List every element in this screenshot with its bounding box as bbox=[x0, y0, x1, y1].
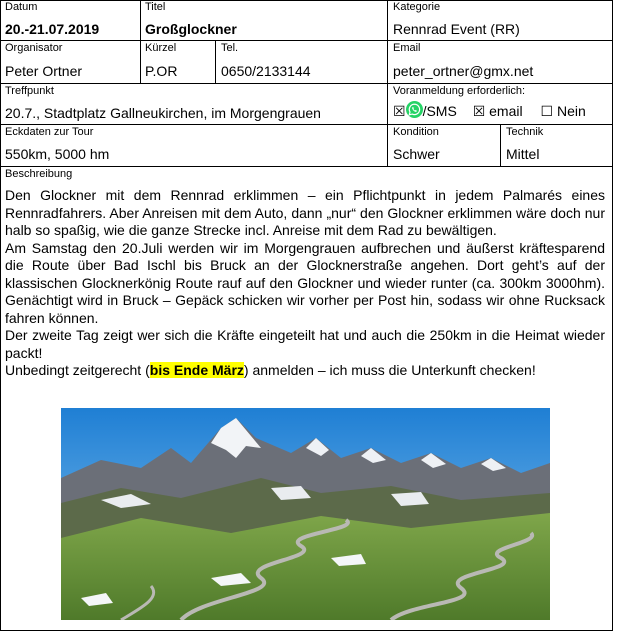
kondition-label: Kondition bbox=[393, 126, 439, 138]
tel-value: 0650/2133144 bbox=[221, 63, 311, 79]
email-label: Email bbox=[393, 42, 421, 54]
voranmeldung-label: Voranmeldung erforderlich: bbox=[393, 85, 526, 97]
datum-label: Datum bbox=[5, 1, 38, 13]
description-paragraph-3: Der zweite Tag zeigt wer sich die Kräfte eingeteilt hat und auch die 250km in die Heimat wieder packt! bbox=[5, 327, 605, 361]
email-value[interactable]: peter_ortner@gmx.net bbox=[393, 63, 534, 79]
description-text bbox=[5, 187, 605, 380]
voranmeldung-options bbox=[393, 101, 586, 120]
whatsapp-icon bbox=[406, 101, 423, 118]
organisator-label: Organisator bbox=[5, 42, 63, 54]
deadline-suffix: ) anmelden – ich muss die Unterkunft checken! bbox=[243, 362, 536, 378]
eckdaten-label: Eckdaten zur Tour bbox=[5, 126, 94, 138]
nein-label: Nein bbox=[556, 103, 586, 119]
description-paragraph-2: Am Samstag den 20.Juli werden wir im Morgengrauen aufbrechen und äußerst kräftesparend die Route über Bad Ischl bis Bruck an der Glocknerstraße angehen. Dort geht’s auf der klassischen Glocknerkönig Route rauf auf den Glockner und wieder runter (ca. 300km 3000hm). Genächtigt wird in Bruck – Gepäck schicken wir vorher per Post hin, sodass wir ohne Rucksack fahren können. bbox=[5, 239, 605, 326]
tel-label: Tel. bbox=[221, 42, 239, 54]
technik-value: Mittel bbox=[506, 146, 540, 162]
description-paragraph-4 bbox=[5, 362, 605, 380]
kuerzel-value: P.OR bbox=[145, 63, 178, 79]
organisator-value: Peter Ortner bbox=[5, 63, 83, 79]
technik-label: Technik bbox=[506, 126, 544, 138]
nein-checkbox[interactable]: ☐ bbox=[540, 103, 554, 119]
titel-label: Titel bbox=[145, 1, 166, 13]
grossglockner-photo bbox=[61, 408, 550, 620]
deadline-prefix: Unbedingt zeitgerecht ( bbox=[5, 362, 150, 378]
kategorie-label: Kategorie bbox=[393, 1, 441, 13]
beschreibung-label: Beschreibung bbox=[5, 168, 73, 180]
email-option-label: email bbox=[489, 103, 523, 119]
description-paragraph-1: Den Glockner mit dem Rennrad erklimmen – ein Pflichtpunkt in jedem Palmarés eines Rennradfahrers. Aber Anreisen mit dem Auto, dann „nur“ den Glockner erklimmen wäre doch nur halb so spaßig, wie die ganze Strecke incl. Anreise mit dem Rad zu bewältigen. bbox=[5, 187, 605, 238]
deadline-highlight: bis Ende März bbox=[149, 362, 244, 378]
email-checkbox[interactable]: ☒ bbox=[472, 103, 486, 119]
sms-label: /SMS bbox=[422, 103, 457, 119]
kuerzel-label: Kürzel bbox=[145, 42, 177, 54]
titel-value: Großglockner bbox=[145, 21, 237, 37]
treffpunkt-label: Treffpunkt bbox=[5, 85, 54, 97]
kondition-value: Schwer bbox=[393, 146, 440, 162]
sms-checkbox[interactable]: ☒ bbox=[393, 103, 406, 119]
eckdaten-value: 550km, 5000 hm bbox=[5, 146, 110, 162]
datum-value: 20.-21.07.2019 bbox=[5, 21, 100, 37]
kategorie-value: Rennrad Event (RR) bbox=[393, 21, 520, 37]
treffpunkt-value: 20.7., Stadtplatz Gallneukirchen, im Morgengrauen bbox=[5, 105, 321, 121]
